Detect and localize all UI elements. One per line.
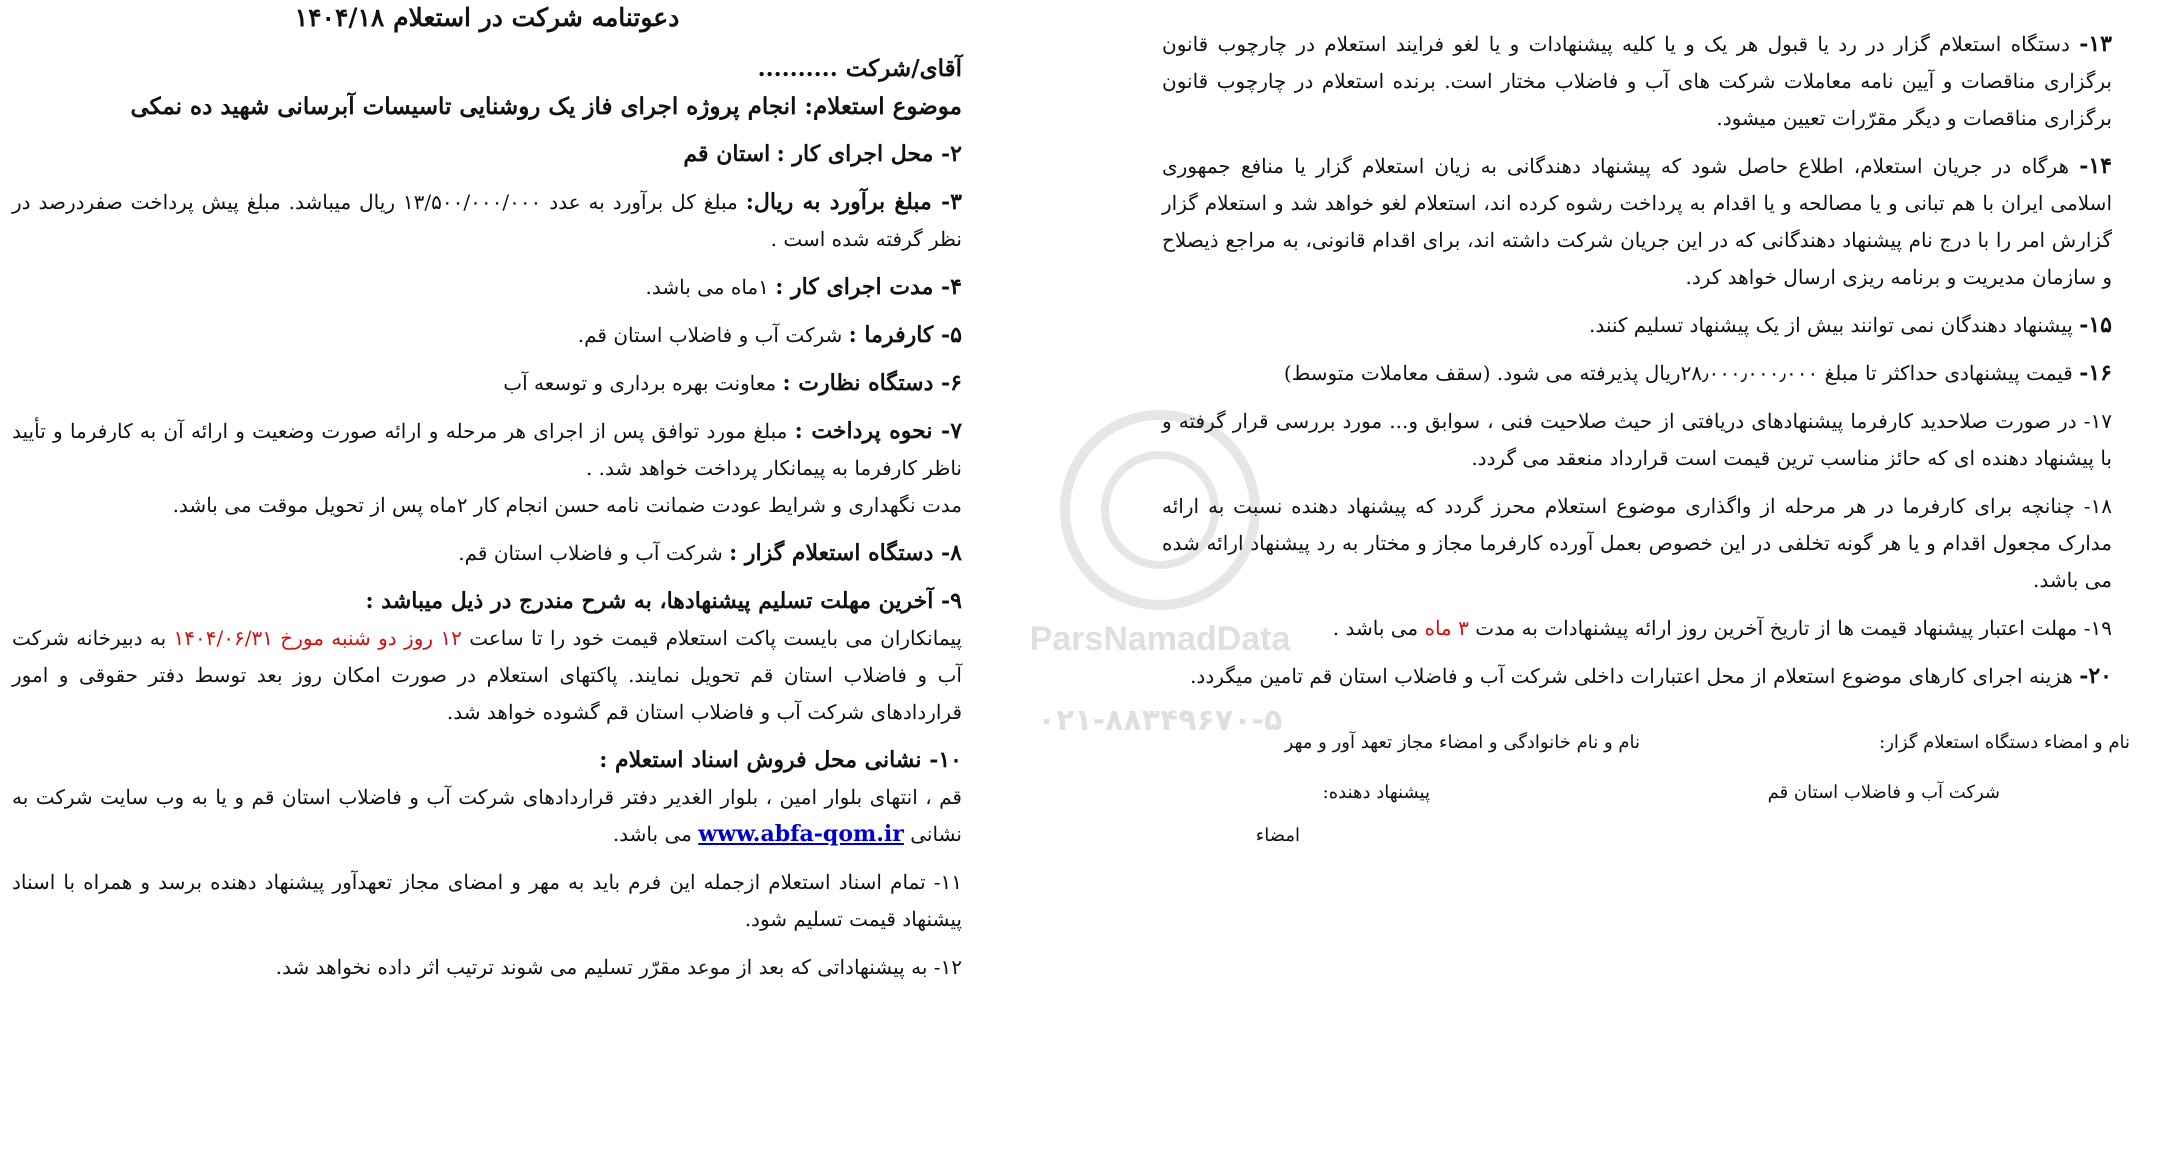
deadline-heading: ۹- آخرین مهلت تسلیم پیشنهادها، به شرح مندرج در ذیل میباشد : [365,588,962,614]
salutation: آقای/شرکت .......... [757,55,962,82]
right-column [1162,26,2112,706]
document-title: دعوتنامه شرکت در استعلام ۱۴۰۴/۱۸ [294,3,680,32]
validity-period: ۳ ماه [1424,616,1469,640]
item-11: ۱۱- تمام اسناد استعلام ازجمله این فرم باید به مهر و امضای مجاز تعهدآور پیشنهاد دهنده برسد و همراه با اسناد پیشنهاد قیمت تسلیم شود. [12,870,962,931]
watermark-phone: ۰۲۱-۸۸۳۴۹۶۷۰-۵ [1037,703,1283,738]
item-6: ۶- دستگاه نظارت : معاونت بهره برداری و توسعه آب [503,370,962,396]
item-19: ۱۹- مهلت اعتبار پیشنهاد قیمت ها از تاریخ آخرین روز ارائه پیشنهادات به مدت ۳ ماه می باشد . [1332,616,2112,640]
bidder-sign-label: نام و نام خانوادگی و امضاء مجاز تعهد آور و مهر [1284,732,1640,753]
issuer-sign-label: نام و امضاء دستگاه استعلام گزار: [1879,732,2130,753]
address-text: قم ، انتهای بلوار امین ، بلوار الغدیر دفتر قراردادهای شرکت آب و فاضلاب استان قم و یا به وب سایت شرکت به نشانی www.abfa-qom.ir می باشد. [12,785,962,847]
item-15: ۱۵- پیشنهاد دهندگان نمی توانند بیش از یک پیشنهاد تسلیم کنند. [1589,312,2112,338]
deadline-date: ۱۲ روز دو شنبه مورخ ۱۴۰۴/۰۶/۳۱ [173,626,462,650]
item-7: ۷- نحوه پرداخت : مبلغ مورد توافق پس از اجرای هر مرحله و ارائه صورت وضعیت و ارائه آن به کارفرما و تأیید ناظر کارفرما به پیمانکار پرداخت خواهد شد. . [12,418,963,480]
website-link[interactable]: www.abfa-qom.ir [698,821,904,847]
subject-text: انجام پروژه اجرای فاز یک روشنایی تاسیسات آبرسانی شهید ده نمکی [130,93,797,120]
subject-label: موضوع استعلام: [804,93,962,120]
deadline-text: پیمانکاران می بایست پاکت استعلام قیمت خود را تا ساعت ۱۲ روز دو شنبه مورخ ۱۴۰۴/۰۶/۳۱ به دبیرخانه شرکت آب و فاضلاب استان قم تحویل نمایند. پاکتهای استعلام در صورت امکان روز بعد توسط دفتر حقوقی و امور قراردادهای شرکت آب و فاضلاب استان قم گشوده خواهد شد. [12,626,962,724]
item-16: ۱۶- قیمت پیشنهادی حداکثر تا مبلغ ۲۸٫۰۰۰٫۰۰۰٫۰۰۰ریال پذیرفته می شود. (سقف معاملات متوسط) [1283,360,2112,386]
address-heading: ۱۰- نشانی محل فروش اسناد استعلام : [599,747,962,773]
item-2: ۲- محل اجرای کار : استان قم [683,141,962,167]
item-3: ۳- مبلغ برآورد به ریال: مبلغ کل برآورد به عدد ۱۳/۵۰۰/۰۰۰/۰۰۰ ریال میباشد. مبلغ پیش پرداخت صفردرصد در نظر گرفته شده است . [12,189,962,251]
item-7-note: مدت نگهداری و شرایط عودت ضمانت نامه حسن انجام کار ۲ماه پس از تحویل موقت می باشد. [172,493,962,517]
sign-label: امضاء [1255,825,1300,846]
item-12: ۱۲- به پیشنهاداتی که بعد از موعد مقرّر تسلیم می شوند ترتیب اثر داده نخواهد شد. [275,955,962,979]
watermark-brand: ParsNamadData [1029,620,1291,658]
item-4: ۴- مدت اجرای کار : ۱ماه می باشد. [645,274,962,300]
item-14: ۱۴- هرگاه در جریان استعلام، اطلاع حاصل شود که پیشنهاد دهندگانی به زیان استعلام گزار یا منافع جمهوری اسلامی ایران با هم تبانی و یا مصالحه و یا اقدام به پرداخت رشوه کرده اند، استعلام لغو خواهد شد و استعلام گزار گزارش امر را با درج نام پیشنهاد دهندگانی که در این جریان شرکت داشته اند، برای اقدام قانونی، به مراجع ذیصلاح و سازمان مدیریت و برنامه ریزی ارسال خواهد کرد. [1162,153,2112,289]
bidder-sub-label: پیشنهاد دهنده: [1322,782,1430,803]
item-5: ۵- کارفرما : شرکت آب و فاضلاب استان قم. [577,322,962,348]
item-13: ۱۳- دستگاه استعلام گزار در رد یا قبول هر یک و یا کلیه پیشنهادات و یا لغو فرایند استعلام در چارچوب قانون برگزاری مناقصات و آیین نامه معاملات شرکت های آب و فاضلاب مختار است. برنده استعلام در چارچوب قانون برگزاری مناقصات و دیگر مقرّرات تعیین میشود. [1162,31,2112,130]
issuer-name: شرکت آب و فاضلاب استان قم [1767,782,2000,803]
item-17: ۱۷- در صورت صلاحدید کارفرما پیشنهادهای دریافتی از حیث صلاحیت فنی ، سوابق و... مورد بررسی قرار گرفته و با پیشنهاد دهنده ای که حائز مناسب ترین قیمت است قرارداد منعقد می گردد. [1162,409,2112,470]
item-8: ۸- دستگاه استعلام گزار : شرکت آب و فاضلاب استان قم. [458,540,962,566]
item-18: ۱۸- چنانچه برای کارفرما در هر مرحله از واگذاری موضوع استعلام محرز گردد که پیشنهاد دهنده نسبت به ارائه مدارک مجعول اقدام و یا هر گونه تخلفی در این خصوص بعمل آورده کارفرما مجاز و مختار به رد پیشنهاد ارائه شده می باشد. [1162,494,2112,592]
left-column [12,0,962,997]
subject-line [12,88,962,126]
item-20: ۲۰- هزینه اجرای کارهای موضوع استعلام از محل اعتبارات داخلی شرکت آب و فاضلاب استان قم تامین میگردد. [1190,663,2112,689]
